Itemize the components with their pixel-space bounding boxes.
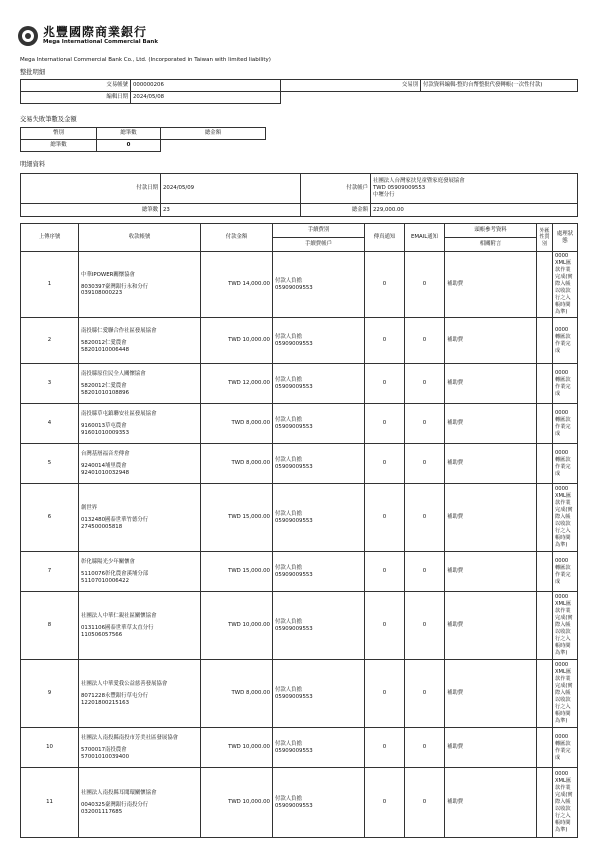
row-seq: 10: [21, 728, 79, 768]
row-status: 0000 轉匯款作業完成: [553, 728, 578, 768]
fee-account: 05909009553: [275, 625, 313, 632]
row-email: 0: [405, 592, 445, 660]
bank-name-cn: 兆豐國際商業銀行: [43, 25, 148, 39]
row-fax: 0: [365, 592, 405, 660]
failed-section-title: 交易失敗筆數及金額: [20, 116, 77, 123]
pay-account-branch: 中壢分行: [373, 191, 395, 198]
payee-account: 91601010009353: [81, 429, 130, 436]
row-fee: [273, 318, 365, 364]
table-row: [21, 552, 578, 592]
row-amount: TWD 12,000.00: [201, 364, 273, 404]
type-label: 交易別: [281, 80, 421, 92]
payee-bank: 9160013草屯農會: [81, 422, 127, 429]
payee-name: 南投縣仁愛聯合作社區發展協會: [81, 328, 157, 335]
row-seq: 2: [21, 318, 79, 364]
row-amount: TWD 10,000.00: [201, 728, 273, 768]
row-memo: 補助費: [445, 660, 537, 728]
fee-type: 付款人負擔: [275, 510, 302, 517]
payee-name: 南投縣草屯鎮聯安社區發展協會: [81, 411, 157, 418]
pay-account-name: 社團法人台灣家扶兒童暨家庭發展協會: [373, 178, 465, 185]
row-email: 0: [405, 252, 445, 318]
row-fax: 0: [365, 318, 405, 364]
bank-name-en: Mega International Commercial Bank: [43, 39, 159, 45]
type-value: 付款資料編輯-整約台幣整批代發轉帳(一次性付款): [421, 80, 578, 92]
row-amount: TWD 14,000.00: [201, 252, 273, 318]
row-payee: [79, 404, 201, 444]
row-fee: [273, 252, 365, 318]
row-payee: [79, 484, 201, 552]
row-fee: [273, 444, 365, 484]
fee-type: 付款人負擔: [275, 333, 302, 340]
failed-col-count: 總筆數: [97, 128, 161, 140]
row-fax: 0: [365, 552, 405, 592]
payee-account: 110506057566: [81, 631, 123, 638]
row-seq: 11: [21, 768, 79, 838]
col-fee: 手續費別: [273, 224, 365, 238]
row-email: 0: [405, 484, 445, 552]
col-email: EMAIL通知: [405, 224, 445, 252]
fee-account: 05909009553: [275, 571, 313, 578]
fee-type: 付款人負擔: [275, 795, 302, 802]
payee-account: 58201010006448: [81, 346, 130, 353]
payee-bank: 8071228永豐銀行草屯分行: [81, 692, 149, 699]
row-payee: [79, 444, 201, 484]
row-fax: 0: [365, 768, 405, 838]
detail-info-table: [20, 173, 578, 217]
payee-bank: 5700017南投農會: [81, 746, 127, 753]
table-row: [21, 484, 578, 552]
row-amount: TWD 15,000.00: [201, 552, 273, 592]
row-seq: 7: [21, 552, 79, 592]
row-seq: 1: [21, 252, 79, 318]
payee-name: 台灣基層福音差傳會: [81, 451, 130, 458]
row-payee: [79, 592, 201, 660]
row-memo: 補助費: [445, 444, 537, 484]
payee-name: 社團法人南投縣耳聞環關懷協會: [81, 790, 157, 797]
row-fx: [537, 592, 553, 660]
row-memo: 補助費: [445, 364, 537, 404]
payee-bank: 0040325臺灣銀行南投分行: [81, 801, 149, 808]
row-status: 0000 轉匯款作業完成: [553, 444, 578, 484]
row-amount: TWD 10,000.00: [201, 592, 273, 660]
table-row: [21, 592, 578, 660]
table-row: [21, 252, 578, 318]
col-fax: 傳真通知: [365, 224, 405, 252]
failed-col-currency: 幣別: [21, 128, 97, 140]
detail-table: [20, 223, 578, 838]
payee-name: 社團法人南投縣南投市芳美社區發展協會: [81, 735, 179, 742]
summary-section-title: 整批明細: [20, 69, 46, 76]
payee-bank: 5820012仁愛農會: [81, 339, 127, 346]
payee-name: 中華IPOWER關懷協會: [81, 271, 135, 278]
table-row: [21, 768, 578, 838]
payee-name: 彰化縣陽光少年關懷會: [81, 559, 135, 566]
row-fx: [537, 660, 553, 728]
row-status: 0000 轉匯款作業完成: [553, 364, 578, 404]
row-seq: 4: [21, 404, 79, 444]
pay-date-label: 付款日期: [21, 174, 161, 204]
row-amount: TWD 15,000.00: [201, 484, 273, 552]
payee-name: 社團法人中華仁親社區關懷協會: [81, 613, 157, 620]
payee-name: 南投縣原住民全人關懷協會: [81, 371, 146, 378]
pay-account-number: TWD 05909009553: [373, 185, 426, 192]
fee-account: 05909009553: [275, 517, 313, 524]
col-memo-sub: 相關附言: [445, 238, 537, 252]
row-fee: [273, 364, 365, 404]
row-amount: TWD 8,000.00: [201, 660, 273, 728]
col-status: 處理狀態: [553, 224, 578, 252]
row-payee: [79, 552, 201, 592]
row-status: 0000 轉匯款作業完成: [553, 552, 578, 592]
fee-account: 05909009553: [275, 747, 313, 754]
row-fx: [537, 364, 553, 404]
row-status: 0000 XML匯款作業完成(實際入帳以收款行之入帳時間為準): [553, 592, 578, 660]
failed-table: [20, 127, 266, 152]
failed-row-value: 0: [97, 140, 161, 152]
row-seq: 6: [21, 484, 79, 552]
payee-account: 12201800215163: [81, 699, 130, 706]
fee-type: 付款人負擔: [275, 376, 302, 383]
fee-account: 05909009553: [275, 340, 313, 347]
table-row: [21, 318, 578, 364]
row-status: 0000 XML匯款作業完成(實際入帳以收款行之入帳時間為準): [553, 252, 578, 318]
payee-bank: 5820012仁愛農會: [81, 382, 127, 389]
row-memo: 補助費: [445, 252, 537, 318]
row-memo: 補助費: [445, 318, 537, 364]
fee-type: 付款人負擔: [275, 618, 302, 625]
date-value: 2024/05/08: [131, 92, 281, 104]
row-status: 0000 XML匯款作業完成(實際入帳以收款行之入帳時間為準): [553, 660, 578, 728]
fee-account: 05909009553: [275, 383, 313, 390]
serial-value: 000000206: [131, 80, 281, 92]
row-fx: [537, 484, 553, 552]
row-email: 0: [405, 728, 445, 768]
row-amount: TWD 8,000.00: [201, 444, 273, 484]
payee-account: 51107010006422: [81, 577, 130, 584]
col-fee-account: 手續費帳戶: [273, 238, 365, 252]
row-memo: 補助費: [445, 592, 537, 660]
row-fax: 0: [365, 444, 405, 484]
total-amount-value: 229,000.00: [371, 204, 578, 217]
row-memo: 補助費: [445, 768, 537, 838]
row-status: 0000 轉匯款作業完成: [553, 404, 578, 444]
row-email: 0: [405, 552, 445, 592]
row-fx: [537, 768, 553, 838]
row-memo: 補助費: [445, 484, 537, 552]
row-email: 0: [405, 768, 445, 838]
bank-header: [18, 26, 158, 46]
row-payee: [79, 728, 201, 768]
failed-col-amount: 總金額: [161, 128, 266, 140]
fee-account: 05909009553: [275, 463, 313, 470]
payee-account: 039108000223: [81, 290, 123, 297]
table-row: [21, 444, 578, 484]
row-fax: 0: [365, 660, 405, 728]
row-status: 0000 XML匯款作業完成(實際入帳以收款行之入帳時間為準): [553, 768, 578, 838]
row-fx: [537, 728, 553, 768]
row-fax: 0: [365, 728, 405, 768]
row-payee: [79, 660, 201, 728]
failed-row-label: 總筆數: [21, 140, 97, 152]
row-amount: TWD 8,000.00: [201, 404, 273, 444]
detail-rows: [21, 252, 578, 838]
row-email: 0: [405, 660, 445, 728]
payee-bank: 0131106國泰世華草太直分行: [81, 624, 154, 631]
row-fx: [537, 318, 553, 364]
row-status: 0000 轉匯款作業完成: [553, 318, 578, 364]
col-seq: 上傳序號: [21, 224, 79, 252]
date-label: 編輯日期: [21, 92, 131, 104]
fee-account: 05909009553: [275, 284, 313, 291]
col-memo: 頭帳參考資料: [445, 224, 537, 238]
serial-label: 交易帳號: [21, 80, 131, 92]
payee-account: 274500005818: [81, 523, 123, 530]
payee-name: 社團法人中華愛我公益慈善發展協會: [81, 681, 168, 688]
payee-account: 92401010032948: [81, 469, 130, 476]
row-payee: [79, 768, 201, 838]
payee-account: 58201010108896: [81, 389, 130, 396]
row-fx: [537, 252, 553, 318]
fee-account: 05909009553: [275, 423, 313, 430]
total-amount-label: 總金額: [301, 204, 371, 217]
row-fee: [273, 404, 365, 444]
row-fax: 0: [365, 252, 405, 318]
payee-bank: 5110076彰化農會溪埔分部: [81, 570, 149, 577]
payee-name: 創世界: [81, 505, 98, 512]
row-fee: [273, 592, 365, 660]
row-fax: 0: [365, 364, 405, 404]
summary-table: [20, 79, 578, 104]
row-status: 0000 XML匯款作業完成(實際入帳以收款行之入帳時間為準): [553, 484, 578, 552]
row-payee: [79, 364, 201, 404]
row-payee: [79, 252, 201, 318]
row-seq: 8: [21, 592, 79, 660]
bank-logo-icon: [18, 26, 38, 46]
row-seq: 5: [21, 444, 79, 484]
fee-type: 付款人負擔: [275, 740, 302, 747]
col-fx: 外匯性質別: [537, 224, 553, 252]
row-amount: TWD 10,000.00: [201, 318, 273, 364]
total-count-value: 23: [161, 204, 301, 217]
fee-type: 付款人負擔: [275, 564, 302, 571]
fee-account: 05909009553: [275, 693, 313, 700]
fee-account: 05909009553: [275, 802, 313, 809]
row-fee: [273, 660, 365, 728]
fee-type: 付款人負擔: [275, 456, 302, 463]
detail-section-title: 明細資料: [20, 161, 46, 168]
pay-account-label: 付款帳戶: [301, 174, 371, 204]
row-email: 0: [405, 364, 445, 404]
payee-bank: 9240014埔里農會: [81, 462, 127, 469]
pay-account-value: [371, 174, 578, 204]
table-row: [21, 364, 578, 404]
row-seq: 9: [21, 660, 79, 728]
payee-account: 57001010039400: [81, 753, 130, 760]
fee-type: 付款人負擔: [275, 277, 302, 284]
row-fee: [273, 728, 365, 768]
row-fee: [273, 768, 365, 838]
row-fax: 0: [365, 484, 405, 552]
table-row: [21, 404, 578, 444]
row-fx: [537, 404, 553, 444]
row-fee: [273, 552, 365, 592]
row-fx: [537, 552, 553, 592]
row-memo: 補助費: [445, 404, 537, 444]
row-email: 0: [405, 404, 445, 444]
row-seq: 3: [21, 364, 79, 404]
row-fx: [537, 444, 553, 484]
row-email: 0: [405, 444, 445, 484]
col-payee: 收款帳號: [79, 224, 201, 252]
row-memo: 補助費: [445, 728, 537, 768]
row-email: 0: [405, 318, 445, 364]
row-payee: [79, 318, 201, 364]
total-count-label: 總筆數: [21, 204, 161, 217]
row-amount: TWD 10,000.00: [201, 768, 273, 838]
payee-bank: 0132480國泰世華竹德分行: [81, 516, 149, 523]
table-row: [21, 660, 578, 728]
fee-type: 付款人負擔: [275, 686, 302, 693]
payee-account: 032001117685: [81, 808, 123, 815]
row-fax: 0: [365, 404, 405, 444]
row-memo: 補助費: [445, 552, 537, 592]
company-line: Mega International Commercial Bank Co., Ltd. (Incorporated in Taiwan with limited liability): [20, 57, 271, 63]
table-row: [21, 728, 578, 768]
pay-date-value: 2024/05/09: [161, 174, 301, 204]
fee-type: 付款人負擔: [275, 416, 302, 423]
payee-bank: 8030397臺灣銀行永和分行: [81, 283, 149, 290]
col-amount: 付款金額: [201, 224, 273, 252]
row-fee: [273, 484, 365, 552]
